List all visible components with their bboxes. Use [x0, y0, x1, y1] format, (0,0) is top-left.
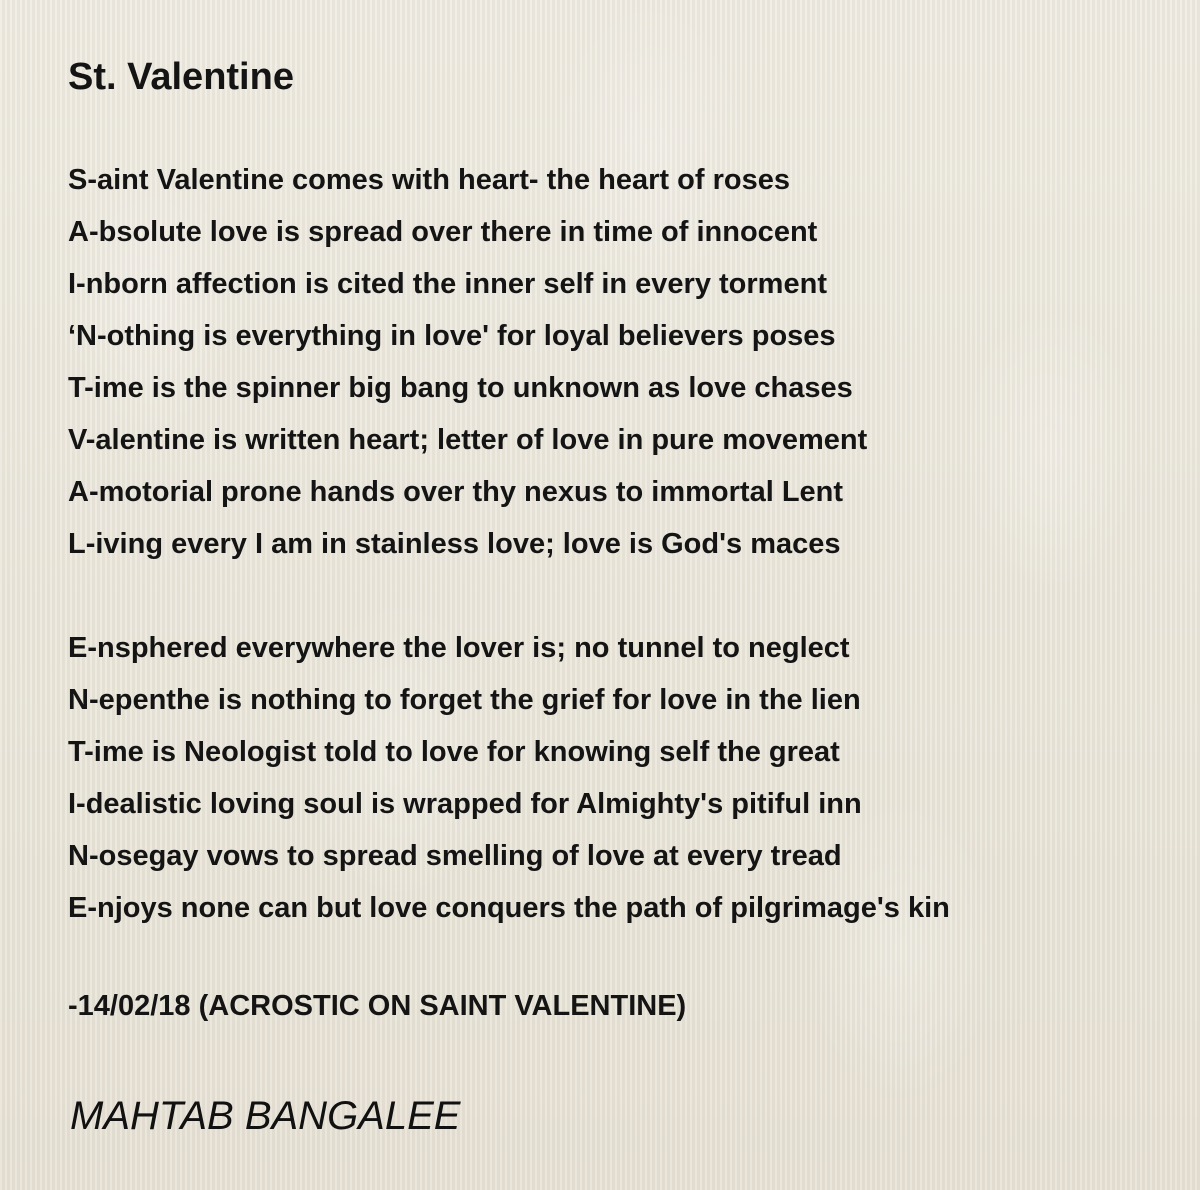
poem-line: A-bsolute love is spread over there in time of innocent — [68, 216, 818, 248]
poem-line: S-aint Valentine comes with heart- the heart of roses — [68, 164, 790, 196]
poem-line: E-nsphered everywhere the lover is; no tunnel to neglect — [68, 632, 850, 664]
poem-line: N-epenthe is nothing to forget the grief for love in the lien — [68, 684, 861, 716]
poem-line: N-osegay vows to spread smelling of love at every tread — [68, 840, 842, 872]
poem-line: L-iving every I am in stainless love; love is God's maces — [68, 528, 841, 560]
poem-line: E-njoys none can but love conquers the path of pilgrimage's kin — [68, 892, 950, 924]
poem-title: St. Valentine — [68, 56, 294, 98]
stanza-2 — [68, 622, 950, 934]
poem-line: A-motorial prone hands over thy nexus to immortal Lent — [68, 476, 844, 508]
poem-line: V-alentine is written heart; letter of love in pure movement — [68, 424, 868, 456]
poem-line: ‘N-othing is everything in love' for loyal believers poses — [68, 320, 836, 352]
poem-line: I-dealistic loving soul is wrapped for Almighty's pitiful inn — [68, 788, 862, 820]
poem-line: T-ime is the spinner big bang to unknown as love chases — [68, 372, 853, 404]
poem-author: MAHTAB BANGALEE — [70, 1094, 461, 1138]
poem-line: T-ime is Neologist told to love for knowing self the great — [68, 736, 840, 768]
poem-dateline: -14/02/18 (ACROSTIC ON SAINT VALENTINE) — [68, 990, 687, 1022]
poem-line: I-nborn affection is cited the inner self in every torment — [68, 268, 827, 300]
stanza-1 — [68, 154, 867, 570]
